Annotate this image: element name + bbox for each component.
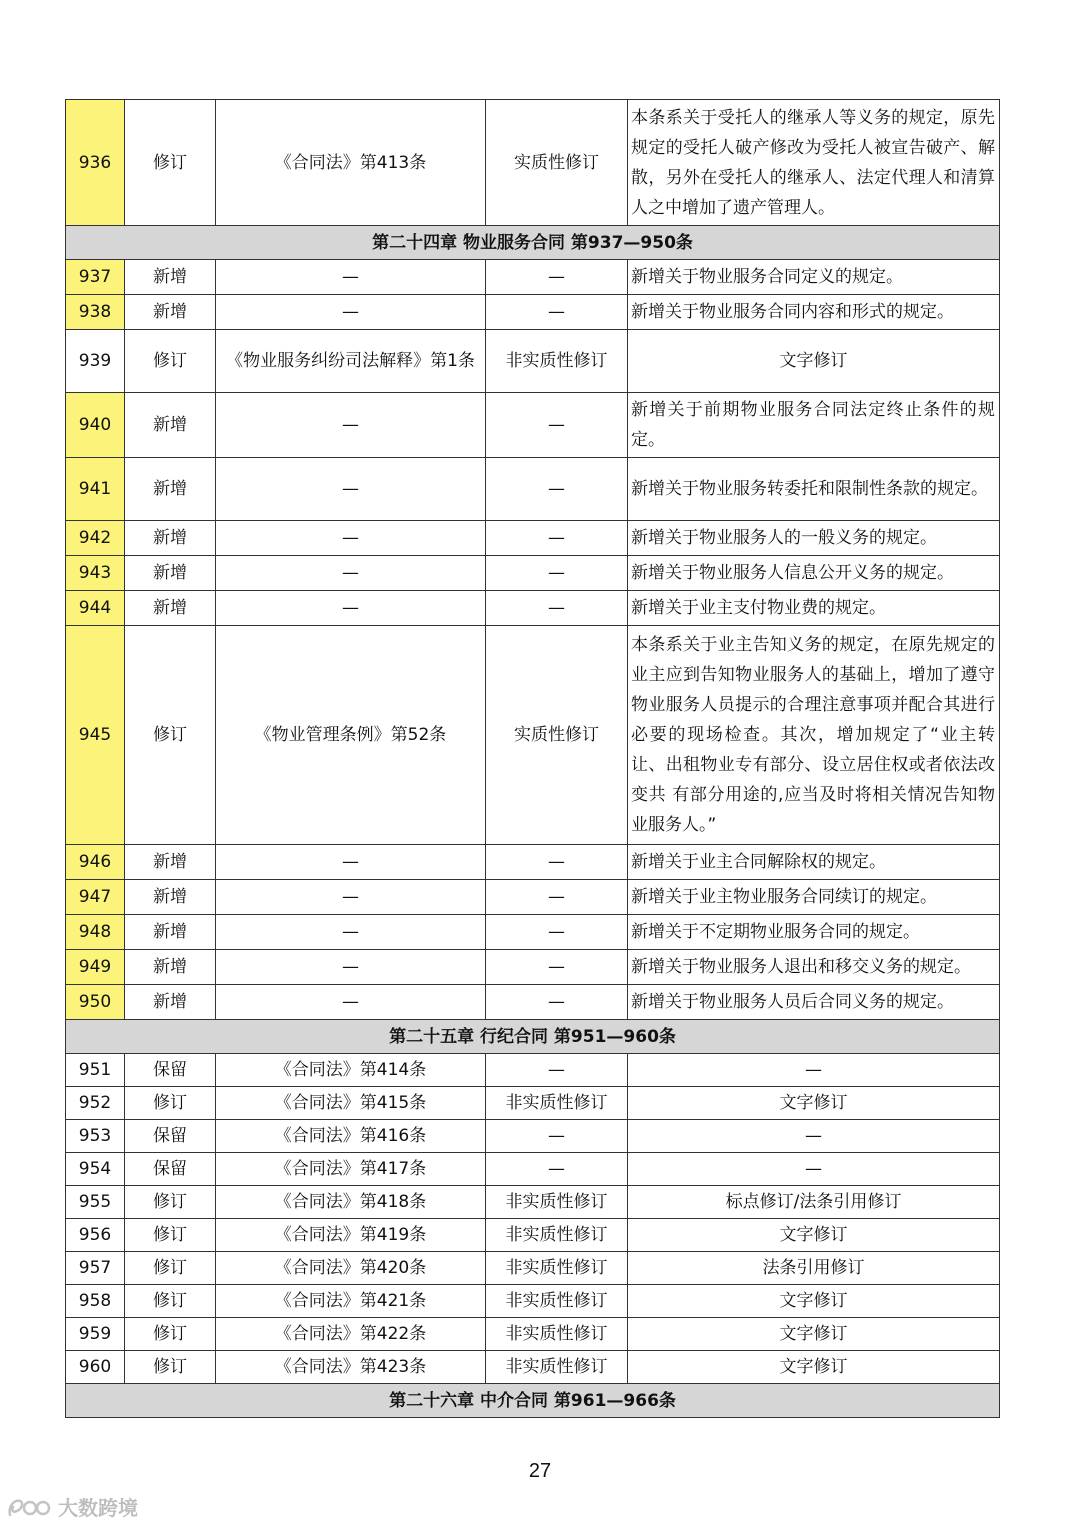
revision-note-cell: 标点修订/法条引用修订 [628,1186,1000,1219]
table-row [66,1054,1000,1087]
table-row [66,330,1000,393]
source-article-cell: — [216,950,486,985]
article-number-cell: 951 [66,1054,125,1087]
change-action-cell: 修订 [125,330,216,393]
revision-note-cell: 新增关于业主物业服务合同续订的规定。 [628,880,1000,915]
table-row [66,1351,1000,1384]
source-article-cell: — [216,393,486,458]
revision-type-cell: — [486,295,628,330]
change-action-cell: 保留 [125,1120,216,1153]
source-article-cell: 《合同法》第417条 [216,1153,486,1186]
revision-type-cell: — [486,915,628,950]
chapter-title: 第二十四章 物业服务合同 第937—950条 [66,226,1000,260]
change-action-cell: 修订 [125,100,216,226]
article-number-cell: 944 [66,591,125,626]
article-number-cell: 939 [66,330,125,393]
revision-type-cell: — [486,1120,628,1153]
change-action-cell: 修订 [125,1252,216,1285]
brand-logo-icon [6,1493,52,1521]
table-row [66,626,1000,845]
revision-type-cell: 实质性修订 [486,100,628,226]
source-article-cell: 《合同法》第413条 [216,100,486,226]
change-action-cell: 新增 [125,393,216,458]
article-number-cell: 940 [66,393,125,458]
revision-note-cell: 新增关于不定期物业服务合同的规定。 [628,915,1000,950]
revision-type-cell: 非实质性修订 [486,1285,628,1318]
source-article-cell: 《合同法》第414条 [216,1054,486,1087]
revision-note-cell: 文字修订 [628,1318,1000,1351]
table-row [66,1219,1000,1252]
change-action-cell: 修订 [125,1318,216,1351]
chapter-header-row [66,226,1000,260]
revision-type-cell: 非实质性修订 [486,1351,628,1384]
change-action-cell: 修订 [125,1285,216,1318]
revision-note-cell: 文字修订 [628,1351,1000,1384]
revision-note-cell: 新增关于前期物业服务合同法定终止条件的规定。 [628,393,1000,458]
source-article-cell: 《合同法》第416条 [216,1120,486,1153]
revision-note-cell: 文字修订 [628,1219,1000,1252]
article-number-cell: 956 [66,1219,125,1252]
source-article-cell: — [216,556,486,591]
article-number-cell: 950 [66,985,125,1020]
change-action-cell: 新增 [125,985,216,1020]
revision-note-cell: 文字修订 [628,330,1000,393]
chapter-header-row [66,1384,1000,1418]
revision-note-cell: 文字修订 [628,1285,1000,1318]
article-number-cell: 943 [66,556,125,591]
revision-note-cell: 新增关于物业服务人退出和移交义务的规定。 [628,950,1000,985]
revision-note-cell: 本条系关于业主告知义务的规定，在原先规定的业主应到告知物业服务人的基础上，增加了遵守物业服务人员提示的合理注意事项并配合其进行必要的现场检查。其次，增加规定了“业主转让、出租物业专有部分、设立居住权或者依法改变共 有部分用途的,应当及时将相关情况告知物业服务人。” [628,626,1000,845]
source-article-cell: — [216,295,486,330]
change-action-cell: 修订 [125,1087,216,1120]
change-action-cell: 新增 [125,556,216,591]
article-number-cell: 954 [66,1153,125,1186]
comparison-table [65,99,1000,1418]
revision-type-cell: 非实质性修订 [486,1087,628,1120]
table-row [66,1318,1000,1351]
table-row [66,260,1000,295]
revision-note-cell: 新增关于物业服务合同内容和形式的规定。 [628,295,1000,330]
source-article-cell: — [216,880,486,915]
source-article-cell: — [216,985,486,1020]
revision-type-cell: — [486,1153,628,1186]
revision-type-cell: 非实质性修订 [486,1252,628,1285]
change-action-cell: 新增 [125,950,216,985]
change-action-cell: 保留 [125,1153,216,1186]
revision-note-cell: 新增关于物业服务转委托和限制性条款的规定。 [628,458,1000,521]
revision-note-cell: 新增关于业主支付物业费的规定。 [628,591,1000,626]
change-action-cell: 保留 [125,1054,216,1087]
watermark-text: 大数跨境 [58,1496,138,1520]
chapter-title: 第二十六章 中介合同 第961—966条 [66,1384,1000,1418]
revision-note-cell: — [628,1120,1000,1153]
revision-type-cell: — [486,1054,628,1087]
revision-type-cell: — [486,556,628,591]
chapter-title: 第二十五章 行纪合同 第951—960条 [66,1020,1000,1054]
article-number-cell: 953 [66,1120,125,1153]
table-row [66,100,1000,226]
table-row [66,1087,1000,1120]
article-number-cell: 936 [66,100,125,226]
table-row [66,521,1000,556]
revision-type-cell: 非实质性修订 [486,1219,628,1252]
revision-note-cell: 新增关于物业服务人的一般义务的规定。 [628,521,1000,556]
source-article-cell: 《合同法》第421条 [216,1285,486,1318]
revision-type-cell: 非实质性修订 [486,1186,628,1219]
revision-note-cell: 新增关于物业服务合同定义的规定。 [628,260,1000,295]
change-action-cell: 新增 [125,295,216,330]
change-action-cell: 修订 [125,1351,216,1384]
change-action-cell: 新增 [125,591,216,626]
table-row [66,1120,1000,1153]
source-article-cell: 《合同法》第418条 [216,1186,486,1219]
revision-note-cell: — [628,1054,1000,1087]
source-article-cell: 《物业管理条例》第52条 [216,626,486,845]
revision-type-cell: 实质性修订 [486,626,628,845]
source-article-cell: 《合同法》第422条 [216,1318,486,1351]
table-row [66,915,1000,950]
change-action-cell: 新增 [125,260,216,295]
revision-type-cell: — [486,260,628,295]
source-article-cell: — [216,915,486,950]
watermark [6,1492,138,1521]
article-number-cell: 948 [66,915,125,950]
article-number-cell: 957 [66,1252,125,1285]
revision-note-cell: 法条引用修订 [628,1252,1000,1285]
change-action-cell: 新增 [125,845,216,880]
revision-type-cell: — [486,880,628,915]
table-row [66,556,1000,591]
source-article-cell: 《合同法》第423条 [216,1351,486,1384]
article-number-cell: 959 [66,1318,125,1351]
article-number-cell: 960 [66,1351,125,1384]
revision-type-cell: — [486,985,628,1020]
change-action-cell: 新增 [125,521,216,556]
article-number-cell: 945 [66,626,125,845]
source-article-cell: 《合同法》第420条 [216,1252,486,1285]
article-number-cell: 938 [66,295,125,330]
source-article-cell: — [216,845,486,880]
page-number: 27 [528,1460,552,1482]
article-number-cell: 949 [66,950,125,985]
revision-note-cell: 文字修订 [628,1087,1000,1120]
article-number-cell: 942 [66,521,125,556]
source-article-cell: — [216,458,486,521]
table-row [66,1285,1000,1318]
article-number-cell: 946 [66,845,125,880]
table-row [66,591,1000,626]
source-article-cell: — [216,521,486,556]
source-article-cell: 《合同法》第419条 [216,1219,486,1252]
revision-note-cell: 新增关于业主合同解除权的规定。 [628,845,1000,880]
revision-type-cell: 非实质性修订 [486,330,628,393]
article-number-cell: 955 [66,1186,125,1219]
table-row [66,1252,1000,1285]
table-row [66,985,1000,1020]
change-action-cell: 新增 [125,880,216,915]
revision-type-cell: — [486,591,628,626]
chapter-header-row [66,1020,1000,1054]
change-action-cell: 新增 [125,915,216,950]
revision-note-cell: 新增关于物业服务人信息公开义务的规定。 [628,556,1000,591]
source-article-cell: 《合同法》第415条 [216,1087,486,1120]
table-row [66,1153,1000,1186]
table-row [66,295,1000,330]
table-body [66,100,1000,1418]
table-row [66,845,1000,880]
table-row [66,458,1000,521]
revision-type-cell: — [486,458,628,521]
revision-note-cell: — [628,1153,1000,1186]
revision-note-cell: 新增关于物业服务人员后合同义务的规定。 [628,985,1000,1020]
article-number-cell: 947 [66,880,125,915]
change-action-cell: 新增 [125,458,216,521]
change-action-cell: 修订 [125,1219,216,1252]
revision-type-cell: — [486,950,628,985]
revision-note-cell: 本条系关于受托人的继承人等义务的规定，原先规定的受托人破产修改为受托人被宣告破产、解散，另外在受托人的继承人、法定代理人和清算人之中增加了遗产管理人。 [628,100,1000,226]
source-article-cell: 《物业服务纠纷司法解释》第1条 [216,330,486,393]
source-article-cell: — [216,260,486,295]
table-row [66,1186,1000,1219]
revision-type-cell: — [486,845,628,880]
article-number-cell: 952 [66,1087,125,1120]
revision-type-cell: 非实质性修订 [486,1318,628,1351]
table-row [66,950,1000,985]
article-number-cell: 937 [66,260,125,295]
table-row [66,880,1000,915]
article-number-cell: 958 [66,1285,125,1318]
source-article-cell: — [216,591,486,626]
change-action-cell: 修订 [125,1186,216,1219]
revision-type-cell: — [486,393,628,458]
article-number-cell: 941 [66,458,125,521]
revision-type-cell: — [486,521,628,556]
change-action-cell: 修订 [125,626,216,845]
table-row [66,393,1000,458]
